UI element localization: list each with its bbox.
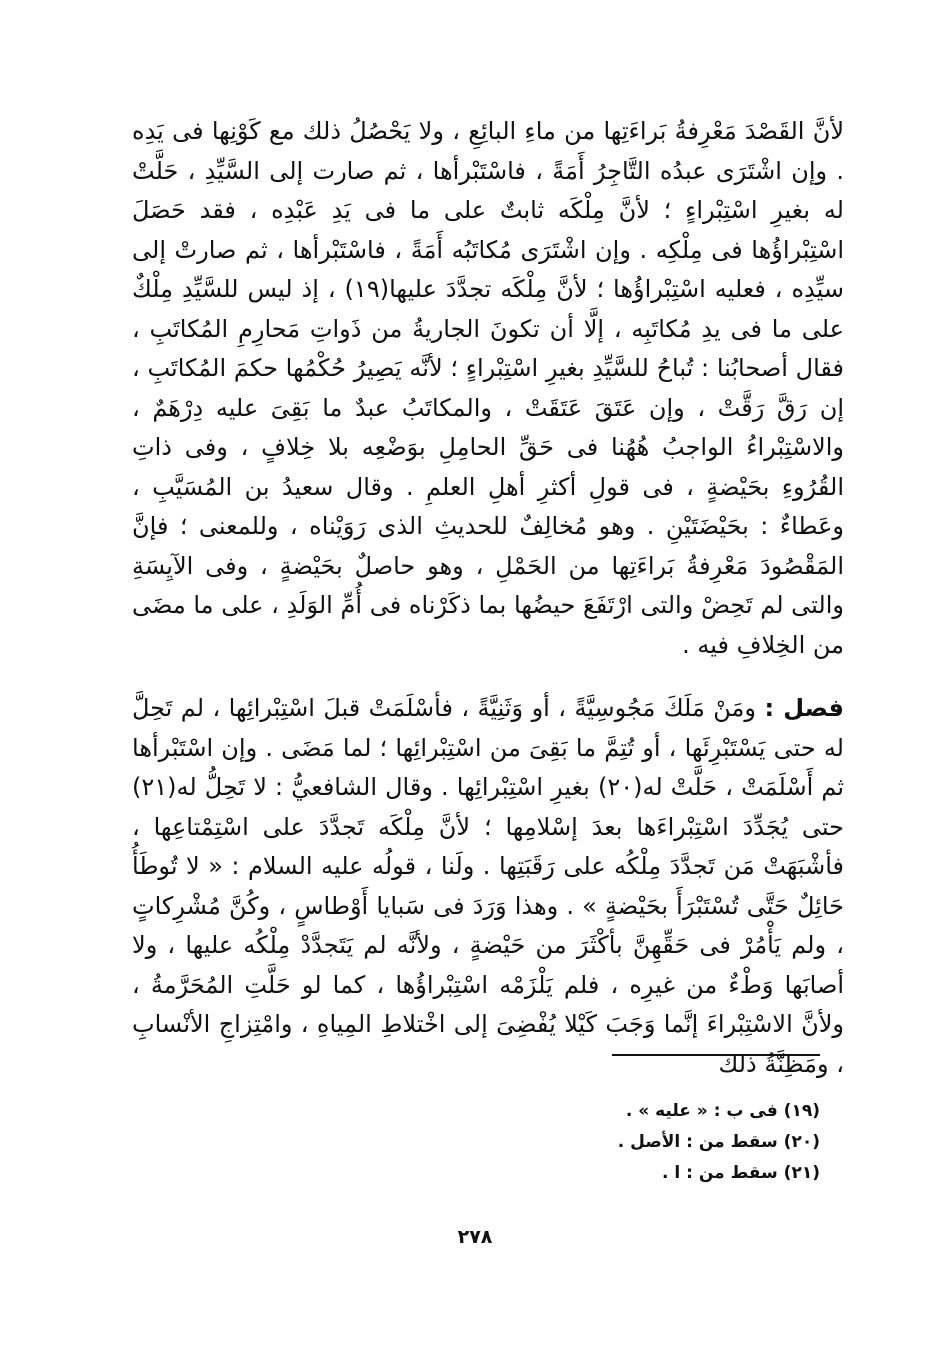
footnotes (440, 1096, 820, 1189)
paragraph-2 (132, 689, 844, 1084)
main-text (132, 112, 844, 1084)
fasl-heading: فصل : (764, 694, 844, 722)
paragraph-1: لأنَّ القَصْدَ مَعْرِفةُ بَراءَتِها من ماءِ البائِعِ ، ولا يَحْصُلُ ذلك مع كَوْنِها فى يَدِه . وإن اشْتَرَى عبدُه التَّاجِرُ أَمَةً ، فاسْتَبْرأها ، ثم صارت إلى السَّيِّدِ ، حَلَّتْ له بغيرِ اسْتِبْراءٍ ؛ لأنَّ مِلْكَه ثابتٌ على ما فى يَدِ عَبْدِه ، فقد حَصَلَ اسْتِبْراؤُها فى مِلْكِه . وإن اشْتَرَى مُكاتَبُه أَمَةً ، فاسْتَبْرأها ، ثم صارتْ إلى سيِّدِه ، فعليه اسْتِبْراؤُها ؛ لأنَّ مِلْكَه تجدَّدَ عليها(١٩) ، إذ ليس للسَّيِّدِ مِلْكٌ على ما فى يدِ مُكاتَبِه ، إلَّا أن تكونَ الجاريةُ من ذَواتِ مَحارِمِ المُكاتَبِ ، فقال أصحابُنا : تُباحُ للسَّيِّدِ بغيرِ اسْتِبْراءٍ ؛ لأنَّه يَصِيرُ حُكْمُها حكمَ المُكاتَبِ ، إن رَقَّ رَقَّتْ ، وإن عَتَقَ عَتَقَتْ ، والمكاتَبُ عبدٌ ما بَقِىَ عليه دِرْهَمٌ ، والاسْتِبْراءُ الواجبُ هُهُنا فى حَقِّ الحامِلِ بوَضْعِه بلا خِلافٍ ، وفى ذاتِ القُرُوءِ بحَيْضةٍ ، فى قولِ أكثرِ أهلِ العلمِ . وقال سعيدُ بن المُسَيَّبِ ، وعَطاءٌ : بحَيْضَتَيْنِ . وهو مُخالِفٌ للحديثِ الذى رَوَيْناه ، وللمعنى ؛ فإنَّ المَقْصُودَ مَعْرِفةُ بَراءَتِها من الحَمْلِ ، وهو حاصلٌ بحَيْضةٍ ، وفى الآيِسَةِ والتى لم تَحِضْ والتى ارْتَفَعَ حيضُها بما ذكَرْناه فى أُمِّ الوَلَدِ ، على ما مضَى من الخِلافِ فيه . (132, 117, 845, 659)
paragraph-2-text: ومَنْ مَلَكَ مَجُوسِيَّةً ، أو وَثَنِيَّةً ، فأسْلَمَتْ قبلَ اسْتِبْرائِها ، لم تَحِلَّ له حتى يَسْتَبْرِئَها ، أو تُتِمَّ ما بَقِىَ من اسْتِبْرائِها ؛ لما مَضَى . وإن اسْتَبْرأها ثم أَسْلَمَتْ ، حَلَّتْ له(٢٠) بغيرِ اسْتِبْرائِها . وقال الشافعيُّ : لا تَحِلُّ له(٢١) حتى يُجَدِّدَ اسْتِبْراءَها بعدَ إسْلامِها ؛ لأنَّ مِلْكَه تَجدَّدَ على اسْتِمْتاعِها ، فأشْبَهَتْ مَن تَجدَّدَ مِلْكُه على رَقَبَتِها . ولَنا ، قولُه عليه السلام : « لا تُوطَأُ حَائِلٌ حَتَّى تُسْتَبْرَأَ بحَيْضةٍ » . وهذا وَرَدَ فى سَبايا أَوْطاسٍ ، وكُنَّ مُشْرِكاتٍ ، ولم يَأْمُرْ فى حَقِّهِنَّ بأكْثَرَ من حَيْضةٍ ، ولأنَّه لم يَتَجدَّدْ مِلْكُه عليها ، ولا أصابَها وَطْءٌ من غيرِه ، فلم يَلْزَمْه اسْتِبْراؤُها ، كما لو حَلَّتِ المُحَرَّمةُ ، ولأنَّ الاسْتِبْراءَ إنَّما وَجَبَ كَيْلا يُفْضِىَ إلى اخْتلاطِ المِياهِ ، وامْتِزاجِ الأنْسابِ ، ومَظِنَّةُ ذلك (132, 694, 844, 1078)
footnote-21: (٢١) سقط من : ا . (662, 1163, 820, 1183)
footnote-20: (٢٠) سقط من : الأصل . (617, 1132, 820, 1152)
page-number: ٢٧٨ (457, 1226, 493, 1248)
paragraph-spacer (132, 665, 844, 689)
footnote-divider (612, 1054, 820, 1056)
footnote-19: (١٩) فى ب : « عليه » . (625, 1101, 820, 1121)
